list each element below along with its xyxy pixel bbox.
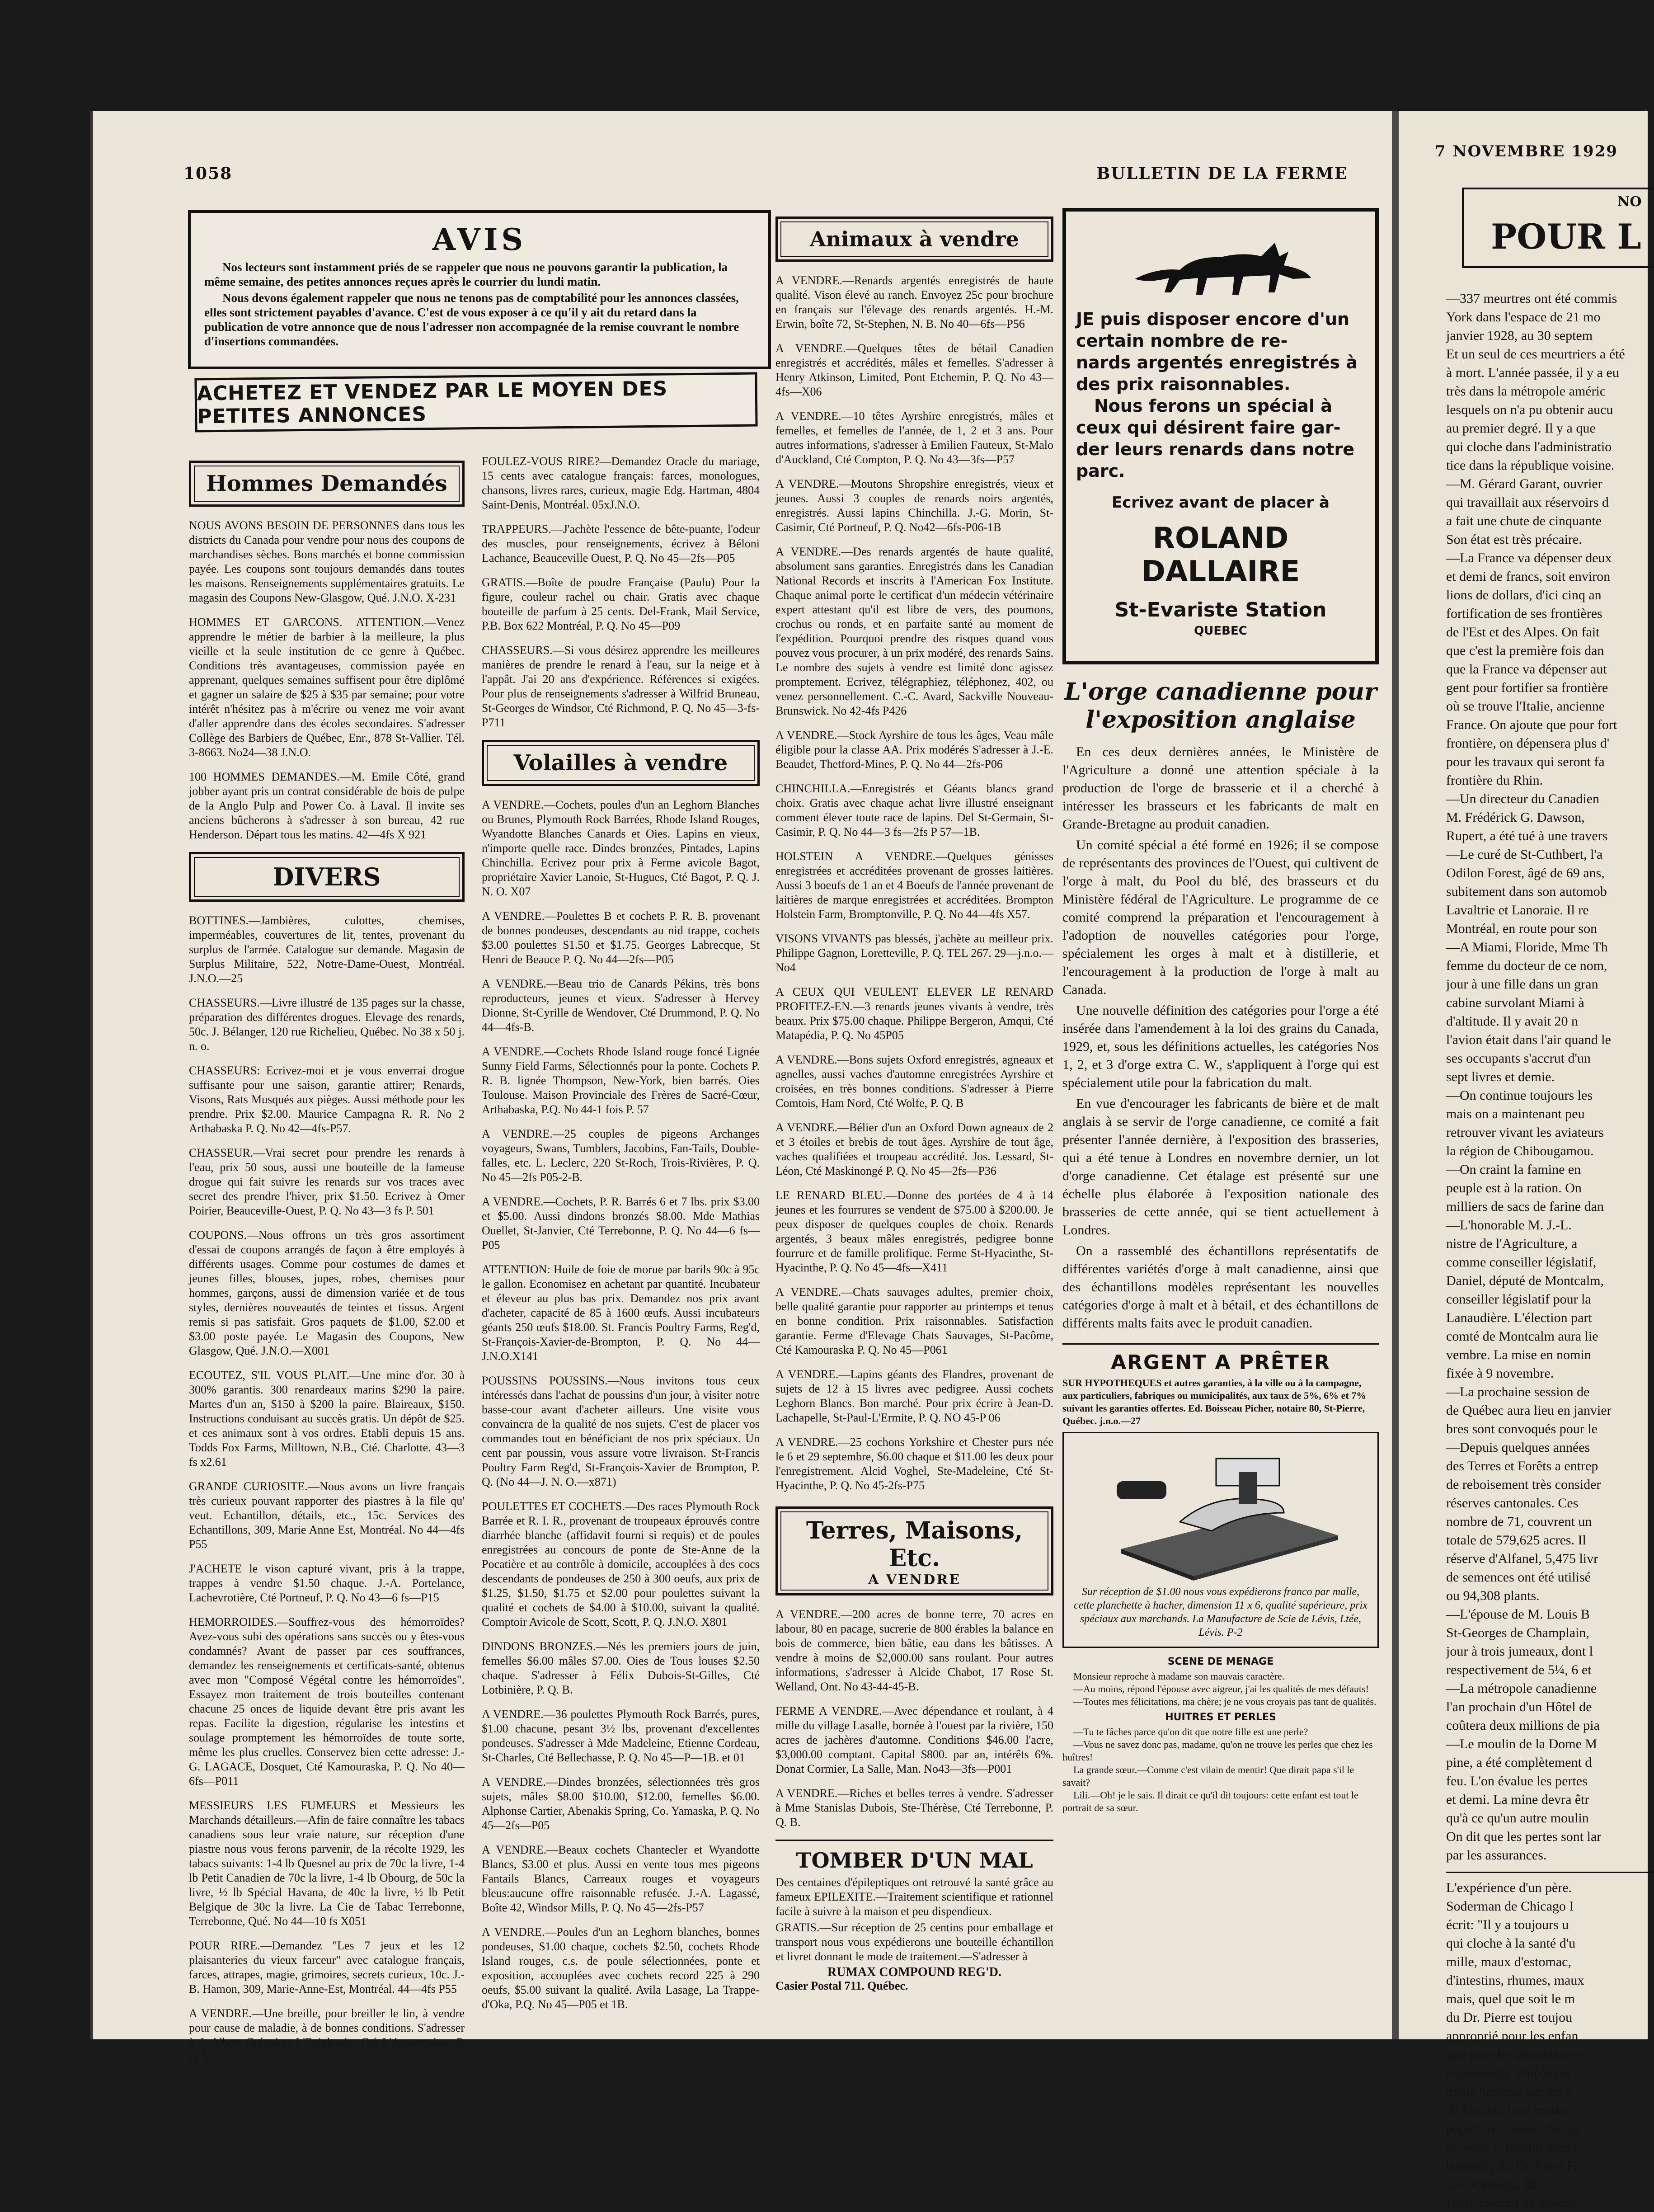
right-page-line: —337 meurtres ont été commis xyxy=(1446,291,1617,306)
fox-ad-line: ceux qui désirent faire gar- xyxy=(1076,418,1341,438)
classified-ad: A VENDRE.—Stock Ayrshire de tous les âges, Veau mâle éligible pour la classe AA. Prix modérés S'adresser à J.-E. Beaudet, Thetford-Mines, P. Q. No 44—2fs-P06 xyxy=(775,729,1053,771)
right-page-ad-line: mède herbeux par les p xyxy=(1446,2084,1572,2099)
right-page-line: pine, a été complètement d xyxy=(1446,1755,1592,1770)
classified-ad: CHASSEURS: Ecrivez-moi et je vous enverrai drogue suffisante pour une saison, garantie attirer; Renards, Visons, Rats Musqués aux pièges. Aussi méthode pour les prendre. Prix $2.00. Maurice Campagna R. R. No 2 Arthabaska P. Q. No 42—4fs-P57. xyxy=(189,1064,465,1135)
right-page-text xyxy=(1446,289,1654,1864)
classified-ad: LE RENARD BLEU.—Donne des portées de 4 à 14 jeunes et les fourrures se vendent de $75.00 à $200.00. Je peux disposer de quelques couples de choix. Renards argentés, 3 beaux mâles enregistrés, pedigree bonne fourrure et de famille prolifique. Ferme St-Hyacinthe, St-Hyacinthe, P. Q. No 45—4fs—X411 xyxy=(775,1189,1053,1274)
right-page-ad-line: Co., Chicago, Ill. xyxy=(1446,2177,1540,2192)
column-1 xyxy=(189,454,465,2074)
classified-ad: A VENDRE.—Des renards argentés de haute qualité, absolument sans garanties. Enregistrés dans les Canadian National Records et inscrits à l'American Fox Institute. Chaque animal porte le certificat d'un médecin vétérinaire expert attestant qu'il est libre de vers, des poumons, crochus ou ronds, et en parfaite santé au moment de l'expédition. Pourquoi prendre des risques quand vous pouvez vous procurer, à un prix modéré, des renards Sains. Le nombre des sujets à vendre est limité donc agissez promptement. Ecrivez, télégraphiez, téléphonez, 402, ou venez personnellement. C.-C. Avard, Sackville Nouveau-Brunswick. No 42-4fs P426 xyxy=(775,545,1053,717)
fox-ad-line: nards argentés enregistrés à xyxy=(1076,353,1358,372)
right-page-ad-line: que pour les grandes pers xyxy=(1446,2047,1584,2062)
classified-ad: A VENDRE.—Une breille, pour breiller le lin, à vendre pour cause de maladie, à de bonnes conditions. S'adresser à J.-Albert Grégoire, L'Epiphanie, Cté L'Assomption, P. Q. B. xyxy=(189,2007,465,2063)
right-page-line: —Un directeur du Canadien xyxy=(1446,791,1600,806)
classified-ad: BOTTINES.—Jambières, culottes, chemises, imperméables, couvertures de lit, tentes, provenant du surplus de l'armée. Catalogue sur demande. Magasin de Surplus Militaire, 522, Notre-Dame-Ouest, Montréal. J.N.O.—25 xyxy=(189,914,465,985)
column-4 xyxy=(1062,208,1379,1814)
fox-ad-line: JE puis disposer encore d'un xyxy=(1076,309,1350,329)
joke-line: —Toutes mes félicitations, ma chère; je ne vous croyais pas tant de qualités. xyxy=(1073,1696,1377,1707)
classified-ad: 100 HOMMES DEMANDES.—M. Emile Côté, grand jobber ayant pris un contrat considérable de bois de pulpe de la Anglo Pulp and Power Co. à Laval. Il invite ses anciens bûcherons à s'adresser à son bureau, 42 rue Henderson. Départ tous les matins. 42—4fs X 921 xyxy=(189,770,465,841)
fox-ad-line: parc. xyxy=(1076,461,1125,481)
joke-line: La grande sœur.—Comme c'est vilain de mentir! Que dirait papa s'il le savait? xyxy=(1062,1764,1354,1788)
right-page-line: —A Miami, Floride, Mme Th xyxy=(1446,940,1608,955)
right-page-line: —La prochaine session de xyxy=(1446,1384,1590,1399)
classified-ad: GRANDE CURIOSITE.—Nous avons un livre français très curieux pouvant rapporter des piastres à la file qu' veut. Echantillon, détails, etc., 15c. Services des Echantillons, 309, Marie Anne Est, Montréal. No 44—4fs P55 xyxy=(189,1480,465,1551)
right-page-line: retrouver vivant les aviateurs xyxy=(1446,1125,1604,1140)
page-fold-shadow xyxy=(1392,111,1399,2039)
classified-ad: J'ACHETE le vison capturé vivant, pris à la trappe, trappes à vendre $1.50 chaque. J.-A. Portelance, Lachevrotière, Cté Portneuf, P. Q. No 43—6 fs—P15 xyxy=(189,1562,465,1604)
right-page-ad-line: mille, maux d'estomac, xyxy=(1446,1954,1572,1969)
right-page-line: lesquels on n'a pu obtenir aucu xyxy=(1446,402,1613,417)
classified-ad: POUSSINS POUSSINS.—Nous invitons tous ceux intéressés dans l'achat de poussins d'un jour, à visiter notre basse-cour avant d'acheter ailleurs. Une visite vous convaincra de la qualité de nos sujets. C'est de placer vos commandes tout en bénéficiant de nos prix spéciaux. Un cent par poussin, vous assure votre livraison. St-Francis Poultry Farm Reg'd, St-François-Xavier de Brompton, P. Q. (No 44—J. N. O.—x871) xyxy=(482,1374,760,1488)
classified-ad: A VENDRE.—Cochets, poules d'un an Leghorn Blanches ou Brunes, Plymouth Rock Barrées, Rhode Island Rouges, Wyandotte Blanches Canards et Oies. Lapins en vieux, n'importe quelle race. Dindes bronzées, Pintades, Lapins Chinchilla. Ecrivez pour prix à Ferme avicole Bagot, propriétaire Xavier Lanoie, St-Hugues, Cté Bagot, P. Q. J. N. O. X07 xyxy=(482,798,760,898)
right-page-line: Daniel, député de Montcalm, xyxy=(1446,1273,1604,1288)
right-page-ad-line: boratoire du Dr. Peter Fa xyxy=(1446,2158,1581,2173)
right-page-line: Odilon Forest, âgé de 69 ans, xyxy=(1446,866,1605,880)
right-page-line: tice dans la république voisine. xyxy=(1446,458,1615,473)
fox-ad-text xyxy=(1076,308,1365,482)
fox-ad-station: St-Evariste Station xyxy=(1114,598,1327,621)
section-title: Hommes Demandés xyxy=(194,466,460,502)
page-number: 1058 xyxy=(183,164,233,183)
right-page-ad-line: peuvent le fournir direct xyxy=(1446,2140,1578,2155)
fox-ad-line: certain nombre de re- xyxy=(1076,331,1288,351)
classified-ad: POUR RIRE.—Demandez "Les 7 jeux et les 12 plaisanteries du vieux farceur" avec catalogue français, farces, attrapes, magie, grimoires, secrets curieux, 10c. J.-B. Hamon, 309, Marie-Anne-Est, Montréal. 44—4fs P55 xyxy=(189,1939,465,1996)
right-page-line: milliers de sacs de farine dan xyxy=(1446,1199,1604,1214)
right-page-ad-line: populaires. Seuls, des ag xyxy=(1446,2121,1580,2136)
classified-ad: A VENDRE.—200 acres de bonne terre, 70 acres en labour, 80 en pacage, sucrerie de 800 érables la balance en bois de commerce, bien bâtie, eau dans les bâtisses. A vendre à moins de $2,000.00 sans roulant. Pour autres informations, s'adresser à Alcide Chabot, 17 Rose St. Welland, Ont. No 43-44-45-B. xyxy=(775,1608,1053,1693)
classified-ad: A VENDRE.—Cochets Rhode Island rouge foncé Lignée Sunny Field Farms, Sélectionnés pour la ponte. Cochets P. R. B. lignée Thompson, New-York, bien barrés. Oies Toulouse. Maison Provinciale des Frères de Sacré-Cœur, Arthabaska, P.Q. No 44-1 fois P. 57 xyxy=(482,1045,760,1116)
newspaper-page-right xyxy=(1399,111,1648,2210)
fox-ad-line: Nous ferons un spécial à xyxy=(1094,396,1332,416)
right-page-line: Lavaltrie et Lanoraie. Il re xyxy=(1446,903,1589,918)
article-body xyxy=(1062,743,1379,1332)
classified-ad: CHINCHILLA.—Enregistrés et Géants blancs grand choix. Gratis avec chaque achat livre illustré enseignant comment élever toute race de lapins. Del St-Germain, St-Casimir, P. Q. No 44—3 fs—2fs P 57—1B. xyxy=(775,782,1053,838)
classified-ad: A CEUX QUI VEULENT ELEVER LE RENARD PROFITEZ-EN.—3 renards jeunes vivants à vendre, très beaux. Prix $75.00 chaque. Philippe Bergeron, Amqui, Cté Matapédia, P. Q. No 45P05 xyxy=(775,985,1053,1042)
right-page-line: frontière, on dépensera plus d' xyxy=(1446,736,1610,751)
section-hommes-demandes xyxy=(189,461,465,507)
right-page-ad-line: expériences tentées sur xyxy=(1446,2066,1571,2080)
tool-ad xyxy=(1062,1432,1379,1648)
tomber-gratis: GRATIS.—Sur réception de 25 centins pour emballage et transport nous vous expédierons une bouteille échantillon et livret donnant le mode de traitement.—S'adresser à xyxy=(775,1921,1053,1963)
fox-ad-province: QUEBEC xyxy=(1194,624,1247,638)
right-page-line: femme du docteur de ce nom, xyxy=(1446,958,1607,973)
publication-name: BULLETIN DE LA FERME xyxy=(1096,164,1348,183)
right-page-line: respectivement de 5¼, 6 et xyxy=(1446,1662,1592,1677)
right-page-line: Et un seul de ces meurtriers a été xyxy=(1446,347,1625,362)
jokes xyxy=(1062,1656,1379,1814)
article-paragraph: Une nouvelle définition des catégories pour l'orge a été insérée dans l'amendement à la loi des grains du Canada, 1929, et, sous les définitions actuelles, les catégories Nos 1, 2, et 3 d'orge extra C. W., s'appliquent à l'orge qui est spécialement utile pour la fabrication du malt. xyxy=(1062,1003,1379,1090)
fox-ad-write: Ecrivez avant de placer à xyxy=(1112,494,1330,512)
classified-ad: A VENDRE.—25 couples de pigeons Archanges voyageurs, Swans, Tumblers, Jacobins, Fan-Tails, Double-falles, etc. L. Leclerc, 220 St-Roch, Trois-Rivières, P. Q. No 45—2fs P05-2-B. xyxy=(482,1127,760,1184)
right-page-line: sept livres et demie. xyxy=(1446,1069,1555,1084)
column-3 xyxy=(775,210,1053,1993)
right-page-line: la région de Chibougamou. xyxy=(1446,1144,1594,1158)
classified-ad: A VENDRE.—Renards argentés enregistrés de haute qualité. Vison élevé au ranch. Envoyez 25c pour brochure en français sur l'élevage des renards argentés. H.-M. Erwin, boîte 72, St-Stephen, N. B. No 40—6fs—P56 xyxy=(775,274,1053,330)
right-page-line: où se trouve l'Italie, ancienne xyxy=(1446,699,1605,714)
classified-ad: HEMORROIDES.—Souffrez-vous des hémorroïdes? Avez-vous subi des opérations sans succès ou y êtes-vous condamnés? Avant de passer par ces souffrances, demandez les renseignements et certificats-santé, obtenus avec mon "Composé Végétal contre les hémorroïdes". Essayez mon traitement de trois bouteilles contenant chacune 25 onces de liquide devant être pris avant les repas. Facilite la digestion, régularise les intestins et soulage promptement les hémorroïdes de toute sorte, même les plus cruelles. Conservez bien cette adresse: J.-G. LAGACE, Dosquet, Cté Kamouraska, P. Q. No 40—6fs—P011 xyxy=(189,1615,465,1788)
right-page-line: de semences ont été utilisé xyxy=(1446,1570,1591,1585)
right-page-line: et demi. La mine devra êtr xyxy=(1446,1792,1589,1807)
right-page-line: a fait une chute de cinquante xyxy=(1446,513,1602,528)
fox-icon xyxy=(1076,218,1365,308)
right-page-line: jour à une fille dans un gran xyxy=(1446,977,1598,992)
right-page-line: ou 94,308 plants. xyxy=(1446,1588,1540,1603)
section-animaux xyxy=(775,216,1053,262)
right-page-line: —La métropole canadienne xyxy=(1446,1681,1597,1696)
right-page-ad-text xyxy=(1446,1878,1654,2212)
joke-line: —Vous ne savez donc pas, madame, qu'on ne trouve les perles que chez les huîtres! xyxy=(1062,1739,1373,1763)
classified-ad: MESSIEURS LES FUMEURS et Messieurs les Marchands détailleurs.—Afin de faire connaître les tabacs canadiens sous leur vraie nature, sur réception d'une piastre nous vous ferons parvenir, de la récolte 1929, les tabacs suivants: 1-4 lb Quesnel au prix de 70c la livre, 1-4 lb Petit Canadien de 70c la livre, 1-4 lb Obourg, de 50c la livre, ½ lb Spécial Havana, de 40c la livre, ½ lb Petit Belgique de 30c la livre. La Cie de Tabac Terrebonne, Terrebonne, Qué. No 44—10 fs X051 xyxy=(189,1799,465,1928)
classified-ad: A VENDRE.—Poules d'un an Leghorn blanches, bonnes pondeuses, $1.00 chaque, cochets $2.50, cochets Rhode Island rouges, c.s. de poule sélectionnées, ponte et exposition, accouplées avec cochets record 225 à 290 oeufs, $5.00 suivant la qualité. Avila Lasage, La Trappe-d'Oka, P.Q. No 45—P05 et 1B. xyxy=(482,1925,760,2011)
right-page-ad-line: qui cloche à la santé d'u xyxy=(1446,1936,1576,1951)
right-page-line: St-Georges de Champlain, xyxy=(1446,1625,1589,1640)
right-page-line: que c'est la première fois dan xyxy=(1446,643,1604,658)
right-page-line: qui travaillait aux réservoirs d xyxy=(1446,495,1609,510)
argent-title: ARGENT A PRÊTER xyxy=(1111,1351,1330,1374)
fox-ad-line: des prix raisonnables. xyxy=(1076,374,1291,394)
right-masthead-small: NO xyxy=(1617,194,1642,210)
classified-ad: A VENDRE.—Cochets, P. R. Barrés 6 et 7 lbs. prix $3.00 et $5.00. Aussi dindons bronzés $8.00. Mde Mathias Ouellet, St-Janvier, Cté Terrebonne, P. Q. No 44—6 fs—P05 xyxy=(482,1195,760,1252)
right-page-line: d'altitude. Il y avait 20 n xyxy=(1446,1014,1579,1029)
right-page-line: lions de dollars, d'ici cinq an xyxy=(1446,588,1602,602)
classified-ad: A VENDRE.—Riches et belles terres à vendre. S'adresser à Mme Stanislas Dubois, Ste-Thérèse, Cté Terrebonne, P. Q. B. xyxy=(775,1787,1053,1829)
classified-ad: A VENDRE.—Bons sujets Oxford enregistrés, agneaux et agnelles, aussi vaches d'automne enregistrées Ayrshire et croisées, en très bonnes conditions. S'adresser à Pierre Comtois, Ham Nord, Cté Wolfe, P. Q. B xyxy=(775,1053,1053,1110)
right-page-line: que la France va dépenser aut xyxy=(1446,662,1607,677)
newspaper-page-left xyxy=(90,111,1395,2063)
right-page-line: —La France va dépenser deux xyxy=(1446,551,1612,565)
classified-ad: A VENDRE.—10 têtes Ayrshire enregistrés, mâles et femelles, et femelles de l'année, de 1, 2 et 3 ans. Pour autres informations, s'adresser à Emilien Fauteux, St-Malo d'Auckland, Cté Compton, P. Q. No 43—3fs—P57 xyxy=(775,409,1053,466)
classified-ad: A VENDRE.—Beaux cochets Chantecler et Wyandotte Blancs, $3.00 et plus. Aussi en vente tous mes pigeons Fantails Blancs, Carreaux rouges et voyageurs bleus:aucune offre raisonnable refusée. J.-A. Lagassé, Boîte 42, Windsor Mills, P. Q. No 45—2fs-P57 xyxy=(482,1843,760,1914)
article-paragraph: En vue d'encourager les fabricants de bière et de malt anglais à se servir de l'orge canadienne, ce comité a fait présenter l'année dernière, à l'exposition des brasseries, qui a été tenue à Londres en novembre dernier, un lot d'orge canadienne. Cet étalage est présenté sur une échelle plus élaborée à l'exposition nationale des brasseries de cette année, qui se tient actuellement à Londres. xyxy=(1062,1096,1379,1238)
right-page-ad xyxy=(1446,1872,1654,2212)
right-page-line: nombre de 71, couvrent un xyxy=(1446,1514,1592,1529)
right-page-line: totale de 579,625 acres. Il xyxy=(1446,1533,1586,1548)
right-page-line: qu'à ce qu'un autre moulin xyxy=(1446,1811,1589,1826)
right-page-line: mais on a maintenant peu xyxy=(1446,1106,1585,1121)
right-page-line: —M. Gérard Garant, ouvrier xyxy=(1446,476,1602,491)
fox-ad-box xyxy=(1062,208,1379,664)
tomber-address-2: Casier Postal 711. Québec. xyxy=(775,1979,908,1992)
column-2 xyxy=(482,454,760,2022)
right-page-line: comme conseiller législatif, xyxy=(1446,1255,1597,1270)
fox-ad-line: der leurs renards dans notre xyxy=(1076,439,1354,459)
tomber-ad xyxy=(775,1840,1053,1993)
article-paragraph: En ces deux dernières années, le Ministère de l'Agriculture a donné une attention spéciale à la production de l'orge de brasserie et il a cherché à intéresser les brasseurs et les fabricants de malt en Grande-Bretagne au produit canadien. xyxy=(1062,744,1379,832)
classified-ad: CHASSEUR.—Vrai secret pour prendre les renards à l'eau, prix 50 sous, aussi une bouteille de la fameuse drogue qui fait suivre les renards sur vos traces avec secret des prendre l'hiver, prix $1.50. Ecrivez à Omer Poirier, Beauceville-Ouest, P. Q. No 43—3 fs P. 501 xyxy=(189,1146,465,1217)
right-page-line: fortification de ses frontières xyxy=(1446,606,1602,621)
right-page-line: conseiller législatif pour la xyxy=(1446,1292,1591,1307)
right-page-line: coûtera deux millions de pia xyxy=(1446,1718,1600,1733)
right-page-ad-line: approprié pour les enfan xyxy=(1446,2028,1579,2043)
right-page-line: des Terres et Forêts a entrep xyxy=(1446,1459,1598,1473)
avis-title: AVIS xyxy=(432,222,527,257)
right-page-line: réserve d'Alfanel, 5,475 livr xyxy=(1446,1551,1598,1566)
section-title: Volailles à vendre xyxy=(487,745,755,781)
right-page-line: vembre. La mise en nomin xyxy=(1446,1347,1591,1362)
argent-ad xyxy=(1062,1343,1379,1427)
right-page-line: ses occupants s'accrut d'un xyxy=(1446,1051,1591,1066)
right-page-line: —Le curé de St-Cuthbert, l'a xyxy=(1446,847,1603,862)
right-page-line: janvier 1928, au 30 septem xyxy=(1446,328,1593,343)
right-page-line: l'avion était dans l'air quand le xyxy=(1446,1032,1611,1047)
right-page-line: et demi de francs, soit environ xyxy=(1446,569,1611,584)
right-masthead-title: POUR L xyxy=(1491,216,1641,257)
classified-ad: A VENDRE.—25 cochons Yorkshire et Chester purs née le 6 et 29 septembre, $6.00 chaque et $11.00 les deux pour l'enregistrement. Alcid Voghel, Ste-Madeleine, Cté St-Hyacinthe, P. Q. No 45-2fs-P75 xyxy=(775,1435,1053,1492)
classified-ad: FERME A VENDRE.—Avec dépendance et roulant, à 4 mille du village Lasalle, bornée à l'ouest par la rivière, 150 acres de jachères d'automne. Conditions $46.00 l'acre, $3,000.00 comptant. Capital $800. par an, intérêts 6%. Donat Cormier, La Salle, Man. No43—3fs—P001 xyxy=(775,1704,1053,1775)
terres-title-box xyxy=(780,1511,1048,1591)
article-title-line-2: l'exposition anglaise xyxy=(1085,706,1356,734)
joke-line: Monsieur reproche à madame son mauvais caractère. xyxy=(1073,1671,1285,1682)
joke-line: Lili.—Oh! je le sais. Il dirait ce qu'il dit toujours: cette enfant est tout le portrait de sa sœur. xyxy=(1062,1789,1358,1813)
avis-region xyxy=(188,210,771,369)
classified-ad: DINDONS BRONZES.—Nés les premiers jours de juin, femelles $6.00 mâles $7.00. Oies de Tous louses $2.50 chaque. S'adresser à Félix Dubois-St-Gilles, Cté Lotbinière, P. Q. B. xyxy=(482,1640,760,1696)
right-page-line: Son état est très précaire. xyxy=(1446,532,1582,547)
classified-ad: A VENDRE.—Quelques têtes de bétail Canadien enregistrés et accrédités, mâles et femelles. S'adresser à Henry Atkinson, Limited, Pont Etchemin, P. Q. No 43—4fs—X06 xyxy=(775,342,1053,398)
right-page-line: Rupert, a été tué à une travers xyxy=(1446,828,1608,843)
right-page-ad-line: du Dr. Pierre est toujou xyxy=(1446,2010,1573,2025)
article-paragraph: On a rassemblé des échantillons représentatifs de différentes variétés d'orge à malt canadienne, ainsi que des échantillons modèles représentant les nouvelles catégories d'orge à malt et à bétail, et des échantillons de différents malts faits avec le produit canadien. xyxy=(1062,1243,1379,1331)
right-page-line: —Depuis quelques années xyxy=(1446,1440,1590,1455)
classified-ad: GRATIS.—Boîte de poudre Française (Paulu) Pour la figure, couleur rachel ou chair. Gratis avec chaque bouteille de parfum à 25 cents. Del-Frank, Mail Service, P.B. Box 622 Montréal, P. Q. No 45—P09 xyxy=(482,576,760,632)
right-page-line: gent pour fortifier sa frontière xyxy=(1446,680,1608,695)
joke-line: —Au moins, répond l'épouse avec aigreur, j'ai les qualités de mes défauts! xyxy=(1073,1683,1369,1694)
right-page-line: au premier degré. Il y a que xyxy=(1446,421,1596,436)
right-page-ad-line: de famille, l'ont rendu xyxy=(1446,2103,1565,2118)
right-page-line: subitement dans son automob xyxy=(1446,884,1607,899)
section-title: DIVERS xyxy=(194,857,460,897)
avis-box xyxy=(188,210,771,369)
article-paragraph: Un comité spécial a été formé en 1926; il se compose de représentants des provinces de l'Ouest, qui cultivent de l'orge à malt, du Pool du blé, des brasseurs et du Ministère fédéral de l'Agriculture. Le programme de ce comité comprend la préparation et l'encouragement à l'adoption de nouvelles catégories pour l'orge, spécialement les orges à malt et à distillerie, et l'encouragement à la production de l'orge à malt au Canada. xyxy=(1062,838,1379,997)
petites-annonces-banner xyxy=(194,372,757,432)
avis-paragraph-1: Nos lecteurs sont instamment priés de se rappeler que nous ne pouvons garantir la publication, la même semaine, des petites annonces reçues après le courrier du lundi matin. xyxy=(204,260,728,288)
right-page-line: réserves cantonales. Ces xyxy=(1446,1496,1579,1511)
tomber-address: RUMAX COMPOUND REG'D. xyxy=(827,1965,1001,1979)
chopping-board-icon xyxy=(1071,1440,1370,1585)
right-page-line: de l'Est et des Alpes. On fait xyxy=(1446,625,1600,640)
classified-ad: A VENDRE.—36 poulettes Plymouth Rock Barrés, pures, $1.00 chacune, pesant 3½ lbs, provenant d'excellentes pondeuses. S'adresser à Mde Madeleine, Etienne Cordeau, St-Charles, Cté Bellechasse, P. Q. No 45—P—1B. et 01 xyxy=(482,1708,760,1764)
joke-line: —Tu te fâches parce qu'on dit que notre fille est une perle? xyxy=(1073,1726,1308,1737)
right-page-date: 7 NOVEMBRE 1929 xyxy=(1435,142,1618,160)
huitres-title: HUITRES ET PERLES xyxy=(1165,1712,1276,1723)
classified-ad: HOMMES ET GARCONS. ATTENTION.—Venez apprendre le métier de barbier à la meilleure, la plus vieille et la seule institution de ce genre à Québec. Conditions très avantageuses, commission payée en apprenant, quelques semaines suffisent pour être diplômé et gagner un salaire de $25 à $35 par semaine; pour votre intérêt n'hésitez pas à m'écrire ou venez me voir avant d'aller apprendre dans des écoles secondaires. S'adresser Collège des Barbiers de Québec, Enr., 878 St-Vallier. Tél. 3-8663. No24—38 J.N.O. xyxy=(189,616,465,759)
right-page-line: cabine survolant Miami à xyxy=(1446,995,1584,1010)
classified-ad: NOUS AVONS BESOIN DE PERSONNES dans tous les districts du Canada pour vendre pour nous des coupons de marchandises sèches. Bons marchés et bonne commission payée. Les coupons sont toujours demandés dans toutes les maisons. Renseignements supplémentaires gratuits. Le magasin des Coupons New-Glasgow, Qué. J.N.O. X-231 xyxy=(189,519,465,604)
section-divers xyxy=(189,852,465,902)
right-page-line: à mort. L'année passée, il y a eu xyxy=(1446,365,1619,380)
right-page-ad-line: Soderman de Chicago I xyxy=(1446,1899,1574,1914)
right-page-line: pour les travaux qui seront fa xyxy=(1446,754,1605,769)
right-page-line: York dans l'espace de 21 mo xyxy=(1446,310,1601,325)
classified-ad: A VENDRE.—Poulettes B et cochets P. R. B. provenant de bonnes pondeuses, descendants au nid trappe, cochets $3.00 poulettes $1.50 et $1.75. Georges Labrecque, St Henri de Beauce P. Q. No 44—2fs—P05 xyxy=(482,909,760,966)
classified-ad: VISONS VIVANTS pas blessés, j'achète au meilleur prix. Philippe Gagnon, Loretteville, P. Q. TEL 267. 29—j.n.o.—No4 xyxy=(775,932,1053,974)
scene-title: SCENE DE MENAGE xyxy=(1167,1656,1274,1667)
article-title xyxy=(1062,678,1379,734)
right-page-line: jour à trois jumeaux, dont l xyxy=(1446,1644,1593,1659)
classified-ad: HOLSTEIN A VENDRE.—Quelques génisses enregistrées et accréditées provenant de grosses laitières. Aussi 3 boeufs de 1 an et 4 Boeufs de l'année provenant de laitières de marque enregistrées et accréditées. Brompton Holstein Farm, Bromptonville, P. Q. No 44—4fs X57. xyxy=(775,850,1053,921)
classified-ad: CHASSEURS.—Livre illustré de 135 pages sur la chasse, préparation des différentes drogues. Elevage des renards, 50c. J. Bélanger, 120 rue Richelieu, Québec. No 38 x 50 j. n. o. xyxy=(189,996,465,1053)
right-page-line: —L'épouse de M. Louis B xyxy=(1446,1607,1590,1622)
right-page-ad-line: d'intestins, rhumes, maux xyxy=(1446,1973,1584,1988)
right-page-line: M. Frédérick G. Dawson, xyxy=(1446,810,1585,825)
section-volailles xyxy=(482,740,760,786)
right-page-line: nistre de l'Agriculture, a xyxy=(1446,1236,1578,1251)
right-page-line: France. On ajoute que pour fort xyxy=(1446,717,1617,732)
classified-ad: A VENDRE.—Dindes bronzées, sélectionnées très gros sujets, mâles $8.00 $10.00, $12.00, femelles $6.00. Alphonse Cartier, Abenakis Spring, Co. Yamaska, P. Q. No 45—2fs—P05 xyxy=(482,1775,760,1832)
classified-ad: A VENDRE.—Bélier d'un an Oxford Down agneaux de 2 et 3 étoiles et brebis de tout âges. Ayrshire de tout âge, vaches qualifiées et troupeau accrédité. Jos. Lessard, St-Léon, Cté Maskinongé P. Q. No 45—2fs—P36 xyxy=(775,1121,1053,1177)
right-page-line: feu. L'on évalue les pertes xyxy=(1446,1774,1588,1788)
right-page-line: fixée à 9 novembre. xyxy=(1446,1366,1554,1381)
classified-ad: CHASSEURS.—Si vous désirez apprendre les meilleures manières de prendre le renard à l'eau, sur la neige et à l'appât. J'ai 20 ans d'expérience. Références si exigées. Pour plus de renseignements s'adresser à Wilfrid Bruneau, St-Georges de Windsor, Cté Richmond, P. Q. No 45—3-fs-P711 xyxy=(482,644,760,729)
right-masthead-box xyxy=(1462,188,1654,268)
section-title: Terres, Maisons, Etc. xyxy=(806,1517,1023,1572)
article-title-line-1: L'orge canadienne pour xyxy=(1064,678,1377,706)
right-page-line: de reboisement très consider xyxy=(1446,1477,1601,1492)
avis-paragraph-2: Nous devons également rappeler que nous ne tenons pas de comptabilité pour les annonces classées, elles sont strictement payables d'avance. C'est de vous exposer à ce qu'il y ait du retard dans la publication de votre annonce que de nous l'adresser non accompagnée de la remise couvrant le nombre d'insertions commandées. xyxy=(204,291,739,348)
right-page-line: Lanaudière. L'élection part xyxy=(1446,1310,1592,1325)
right-page-ad-line: Livré exempt de douane xyxy=(1446,2195,1578,2210)
right-page-line: —On craint la famine en xyxy=(1446,1162,1581,1177)
tool-caption: Sur réception de $1.00 nous vous expédierons franco par malle, cette planchette à hacher, dimension 11 x 6, qualité supérieure, prix spéciaux aux marchands. La Manufacture de Scie de Lévis, Ltée, Lévis. P-2 xyxy=(1074,1586,1367,1638)
tomber-title: TOMBER D'UN MAL xyxy=(796,1848,1033,1873)
right-page-line: comté de Montcalm aura lie xyxy=(1446,1329,1598,1344)
right-page-line: par les assurances. xyxy=(1446,1848,1547,1863)
classified-ad: FOULEZ-VOUS RIRE?—Demandez Oracle du mariage, 15 cents avec catalogue français: farces, monologues, chansons, livres rares, curieux, magie Edg. Hartman, 4804 Saint-Denis, Montréal. 05xJ.N.O. xyxy=(482,455,760,511)
right-page-ad-line: écrit: "Il y a toujours u xyxy=(1446,1917,1569,1932)
right-page-ad-line: L'expérience d'un père. xyxy=(1446,1880,1572,1895)
banner-text: ACHETEZ ET VENDEZ PAR LE MOYEN DES PETITES ANNONCES xyxy=(197,377,668,428)
right-page-line: frontière du Rhin. xyxy=(1446,773,1543,788)
classified-ad: COUPONS.—Nous offrons un très gros assortiment d'essai de coupons arrangés de façon à être employés à différents usages. Comme pour costumes de dames et jeunes filles, blouses, jupes, robes, chemises pour hommes, garçons, aussi de dimension variée et de tous styles, dernières nouveautés de teintes et tissus. Argent remis si pas satisfait. Gros paquets de $1.00, $2.00 et $3.00 poste payée. Le Magasin des Coupons, New Glasgow, Qué. J.N.O.—X001 xyxy=(189,1228,465,1357)
right-page-line: —Le moulin de la Dome M xyxy=(1446,1737,1598,1751)
fox-ad-name: ROLAND DALLAIRE xyxy=(1141,522,1300,588)
classified-ad: ATTENTION: Huile de foie de morue par barils 90c à 95c le gallon. Economisez en achetant par quantité. Incubateur et éleveur au plus bas prix. Demandez nos prix avant d'acheter, capacité de 85 à 1600 œufs. Aussi incubateurs géants 250 œufs $18.00. St. Francis Poultry Farms, Reg'd, St-François-Xavier-de-Brompton, P. Q. No 44—J.N.O.X141 xyxy=(482,1263,760,1363)
right-page-line: —On continue toujours les xyxy=(1446,1088,1593,1103)
right-page-column xyxy=(1446,289,1654,2212)
classified-ad: POULETTES ET COCHETS.—Des races Plymouth Rock Barrée et R. I. R., provenant de troupeaux éprouvés contre diarrhée blanche (affidavit fourni si requis) et de poules enregistrées au concours de ponte de Ste-Anne de la Pocatière et au contrôle à domicile, accouplées à des cocs descendants de pondeuses de 250 à 300 oeufs, aux prix de $1.25, $1.50, $1.75 et $2.00 pour poulettes suivant la qualité et cochets de $4.00 à $10.00, suivant la qualité. Comptoir Avicole de Scott, Scott, P. Q. J.N.O. X801 xyxy=(482,1500,760,1628)
classified-ad: A VENDRE.—Lapins géants des Flandres, provenant de sujets de 12 à 15 livres avec pedigree. Aussi cochets Leghorn Blancs. Bon marché. Pour prix écrire à Jean-D. Lachapelle, St-Paul-L'Ermite, P. Q. NO 45-P 06 xyxy=(775,1368,1053,1424)
section-subtitle: A VENDRE xyxy=(868,1572,961,1588)
right-page-line: très dans la métropole améric xyxy=(1446,384,1606,399)
classified-ad: TRAPPEURS.—J'achète l'essence de bête-puante, l'odeur des muscles, pour renseignements, écrivez à Béloni Lachance, Beauceville Ouest, P. Q. No 45—2fs—P05 xyxy=(482,522,760,565)
right-page-ad-line: mais, quel que soit le m xyxy=(1446,1991,1575,2006)
right-page-line: de Québec aura lieu en janvier xyxy=(1446,1403,1612,1418)
classified-ad: ECOUTEZ, S'IL VOUS PLAIT.—Une mine d'or. 30 à 300% garantis. 300 renardeaux marins $290 la paire. Martes d'un an, $150 à $200 la paire. Blaireaux, $150. Instructions conduisant au succès gratis. Un dépôt de $25. et ces animaux sont à vos ordres. Etabli depuis 15 ans. Todds Fox Farms, Milltown, N.B., Cté. Charlotte. 43—3 fs x2.61 xyxy=(189,1369,465,1468)
argent-text: SUR HYPOTHEQUES et autres garanties, à la ville ou à la campagne, aux particuliers, fabriques ou municipalités, aux taux de 5%, 6% et 7% suivant les garanties offertes. Ed. Boisseau Picher, notaire 80, St-Pierre, Québec. j.n.o.—27 xyxy=(1062,1377,1367,1426)
classified-ad: A VENDRE.—Chats sauvages adultes, premier choix, belle qualité garantie pour rapporter au printemps et tenus en bonne condition. Prix raisonnables. Satisfaction garantie. Ferme d'Elevage Chats Sauvages, St-Pacôme, Cté Kamouraska P. Q. No 45—P061 xyxy=(775,1285,1053,1356)
right-page-line: qui cloche dans l'administratio xyxy=(1446,439,1612,454)
right-page-line: Montréal, en route pour son xyxy=(1446,921,1598,936)
section-title: Animaux à vendre xyxy=(780,221,1048,257)
right-page-line: l'an prochain d'un Hôtel de xyxy=(1446,1699,1592,1714)
classified-ad: A VENDRE.—Moutons Shropshire enregistrés, vieux et jeunes. Aussi 3 couples de renards noirs argentés, enregistrés. Aussi lapins Chinchilla. J.-G. Morin, St-Casimir, Cté Portneuf, P. Q. No42—6fs-P06-1B xyxy=(775,477,1053,534)
right-page-line: —L'honorable M. J.-L. xyxy=(1446,1218,1572,1233)
classified-ad: A VENDRE.—Beau trio de Canards Pékins, très bons reproducteurs, jeunes et vieux. S'adresser à Hervey Dionne, St-Cyrille de Wendover, Cté Drummond, P. Q. No 44—4fs-B. xyxy=(482,977,760,1034)
right-page-line: peuple est à la ration. On xyxy=(1446,1181,1582,1195)
right-page-line: bres sont convoqués pour le xyxy=(1446,1421,1598,1436)
section-terres xyxy=(775,1506,1053,1595)
tomber-text: Des centaines d'épileptiques ont retrouvé la santé grâce au fameux EPILEXITE.—Traitement scientifique et rationnel facile à suivre à la maison et peu dispendieux. xyxy=(775,1876,1053,1918)
right-page-line: On dit que les pertes sont lar xyxy=(1446,1829,1602,1844)
